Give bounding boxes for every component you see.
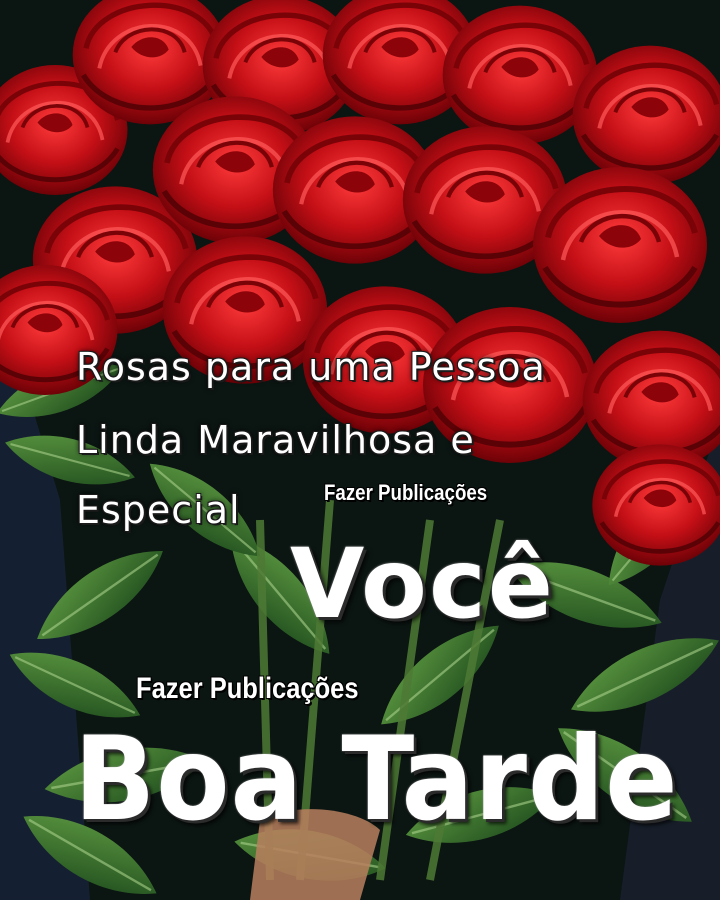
watermark-bottom: Fazer Publicações bbox=[136, 672, 359, 705]
watermark-top: Fazer Publicações bbox=[324, 480, 488, 505]
highlight-word: Você bbox=[290, 528, 556, 640]
main-greeting: Boa Tarde bbox=[74, 712, 679, 847]
message-line-2: Linda Maravilhosa e bbox=[76, 418, 475, 462]
message-line-3: Especial bbox=[76, 488, 241, 532]
message-line-1: Rosas para uma Pessoa bbox=[76, 345, 546, 389]
